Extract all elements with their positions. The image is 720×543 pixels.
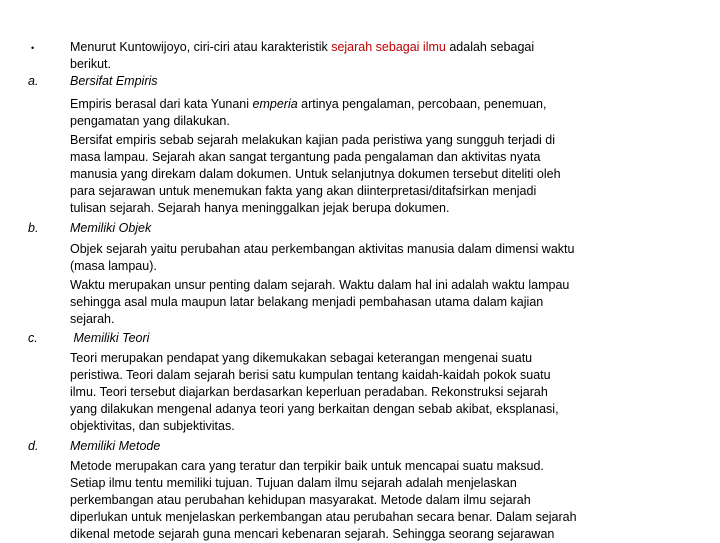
body-text: [70, 95, 546, 113]
intro-text: [70, 38, 534, 56]
italic-term: emperia: [252, 97, 298, 111]
body-text: (masa lampau).: [70, 259, 157, 273]
body-text-part: Empiris berasal dari kata Yunani: [70, 97, 253, 111]
list-marker: d.: [28, 439, 39, 453]
body-text: peristiwa. Teori dalam sejarah berisi satu kumpulan tentang kaidah-kaidah pokok suatu: [70, 368, 551, 382]
bullet-dot: •: [31, 43, 35, 53]
body-text: Objek sejarah yaitu perubahan atau perkembangan aktivitas manusia dalam dimensi waktu: [70, 242, 575, 256]
body-text: dikenal metode sejarah guna mencari kebenaran sejarah. Sehingga seorang sejarawan: [70, 527, 555, 541]
body-text: Setiap ilmu tentu memiliki tujuan. Tujuan dalam ilmu sejarah adalah menjelaskan: [70, 476, 517, 490]
section-heading: Memiliki Metode: [70, 439, 161, 453]
body-text: Metode merupakan cara yang teratur dan terpikir baik untuk mencapai suatu maksud.: [70, 459, 544, 473]
body-text: pengamatan yang dilakukan.: [70, 114, 230, 128]
list-marker: c.: [28, 331, 38, 345]
highlighted-term: sejarah sebagai ilmu: [331, 40, 446, 54]
body-text: manusia yang direkam dalam dokumen. Untuk selanjutnya dokumen tersebut diteliti oleh: [70, 167, 561, 181]
section-heading: Memiliki Objek: [70, 221, 152, 235]
intro-text-line: berikut.: [70, 57, 111, 71]
section-heading: Memiliki Teori: [70, 331, 150, 345]
body-text: Bersifat empiris sebab sejarah melakukan kajian pada peristiwa yang sungguh terjadi di: [70, 133, 555, 147]
body-text: ilmu. Teori tersebut diajarkan berdasarkan keperluan peradaban. Rekonstruksi sejarah: [70, 385, 548, 399]
body-text: sejarah.: [70, 312, 115, 326]
body-text: Waktu merupakan unsur penting dalam sejarah. Waktu dalam hal ini adalah waktu lampau: [70, 278, 570, 292]
body-text: sehingga asal mula maupun latar belakang menjadi pembahasan utama dalam kajian: [70, 295, 544, 309]
body-text: diperlukan untuk menjelaskan perkembangan atau perubahan secara benar. Dalam sejarah: [70, 510, 577, 524]
body-text: objektivitas, dan subjektivitas.: [70, 419, 235, 433]
list-marker: a.: [28, 74, 39, 88]
body-text: Teori merupakan pendapat yang dikemukakan sebagai keterangan mengenai suatu: [70, 351, 533, 365]
section-heading: Bersifat Empiris: [70, 74, 158, 88]
body-text: tulisan sejarah. Sejarah hanya meninggalkan jejak berupa dokumen.: [70, 201, 450, 215]
body-text: perkembangan atau perubahan kehidupan masyarakat. Metode dalam ilmu sejarah: [70, 493, 531, 507]
intro-text-part: Menurut Kuntowijoyo, ciri-ciri atau karakteristik: [70, 40, 332, 54]
intro-text-part: adalah sebagai: [445, 40, 535, 54]
body-text: masa lampau. Sejarah akan sangat tergantung pada pengalaman dan aktivitas nyata: [70, 150, 541, 164]
body-text: yang dilakukan mengenal adanya teori yang berkaitan dengan sebab akibat, eksplanasi,: [70, 402, 559, 416]
body-text: para sejarawan untuk menemukan fakta yang akan diinterpretasi/ditafsirkan menjadi: [70, 184, 537, 198]
list-marker: b.: [28, 221, 39, 235]
body-text-part: artinya pengalaman, percobaan, penemuan,: [297, 97, 547, 111]
